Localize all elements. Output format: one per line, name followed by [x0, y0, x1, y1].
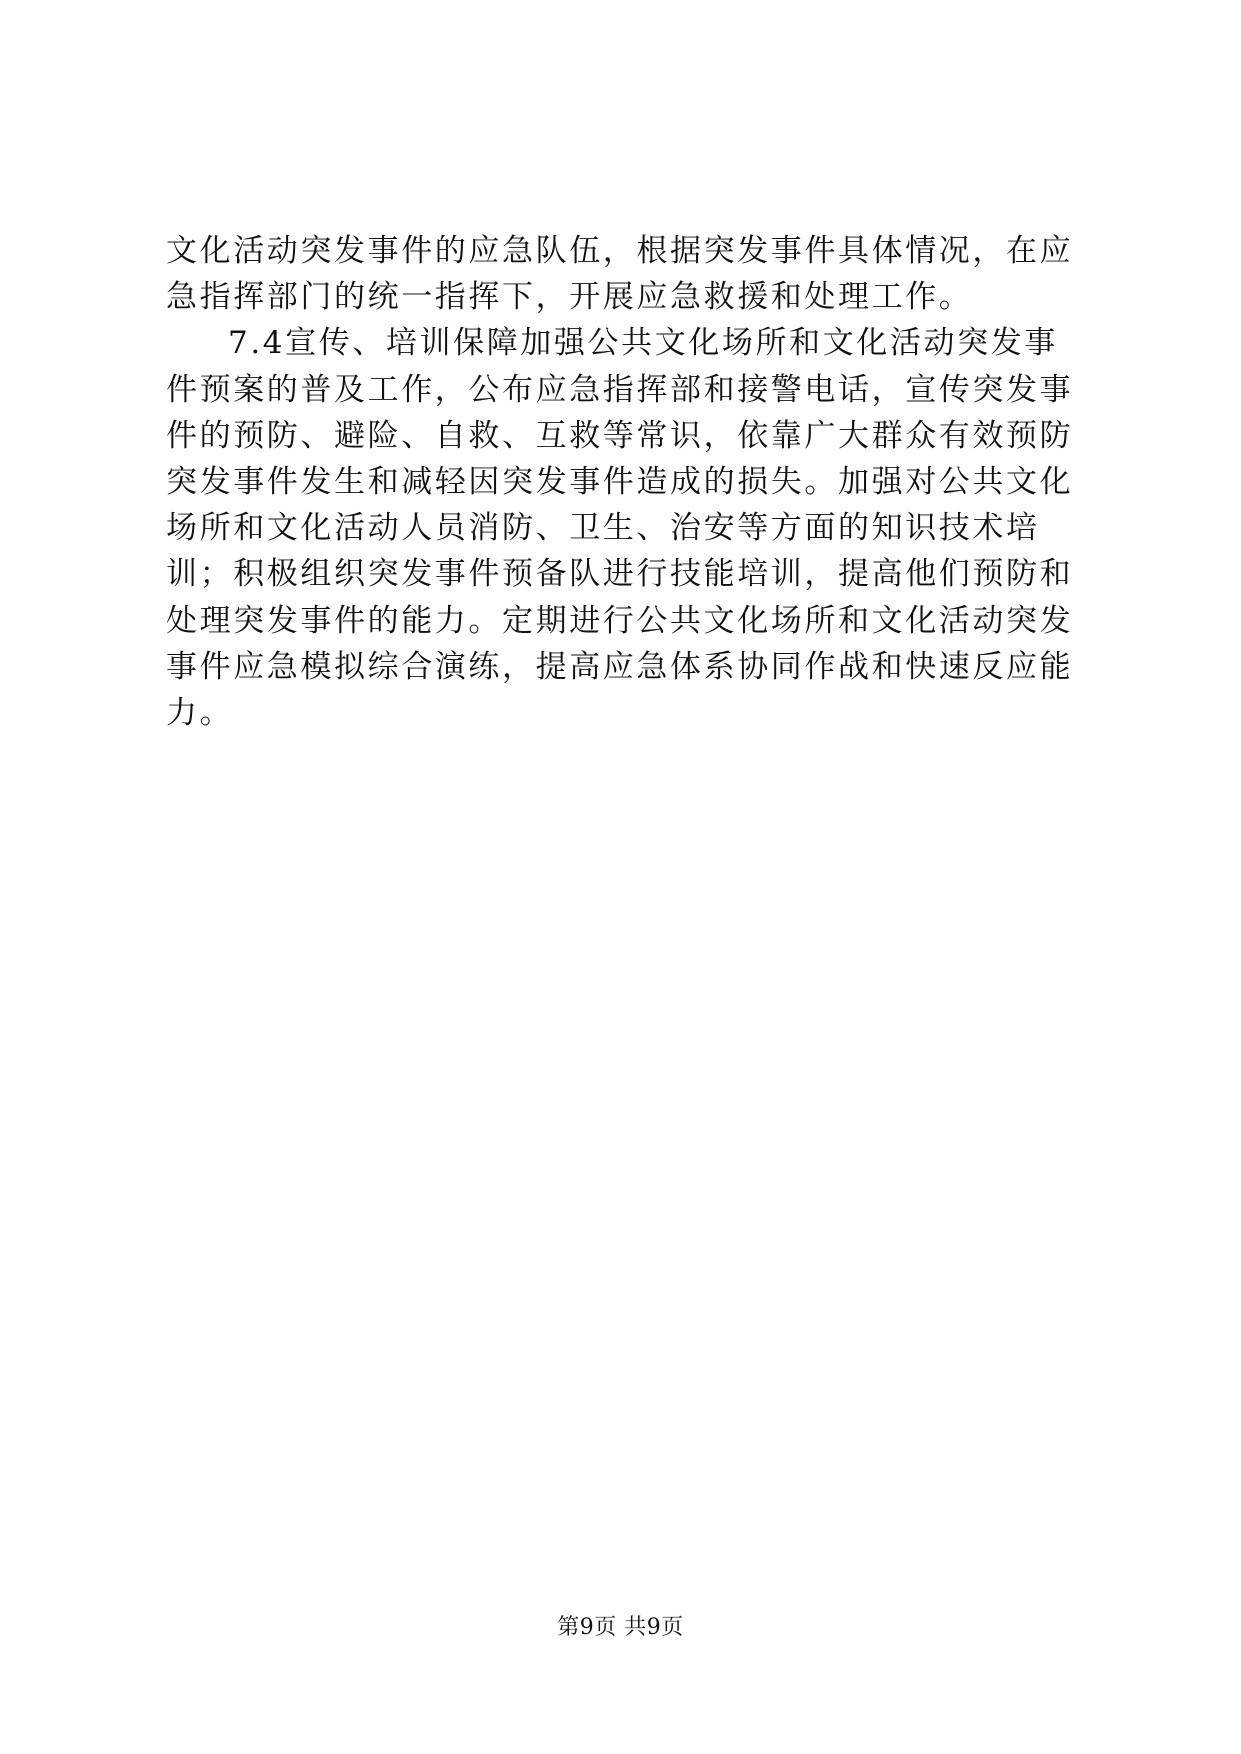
document-body — [166, 228, 1076, 736]
page-number-footer: 第9页 共9页 — [557, 1615, 684, 1640]
paragraph-publicity-training: 7.4宣传、培训保障加强公共文化场所和文化活动突发事件预案的普及工作，公布应急指挥部和接警电话，宣传突发事件的预防、避险、自救、互救等常识，依靠广大群众有效预防突发事件发生和减轻因突发事件造成的损失。加强对公共文化场所和文化活动人员消防、卫生、治安等方面的知识技术培训；积极组织突发事件预备队进行技能培训，提高他们预防和处理突发事件的能力。定期进行公共文化场所和文化活动突发事件应急模拟综合演练，提高应急体系协同作战和快速反应能力。 — [166, 325, 1074, 732]
paragraph-emergency-team: 文化活动突发事件的应急队伍，根据突发事件具体情况，在应急指挥部门的统一指挥下，开展应急救援和处理工作。 — [166, 233, 1074, 316]
